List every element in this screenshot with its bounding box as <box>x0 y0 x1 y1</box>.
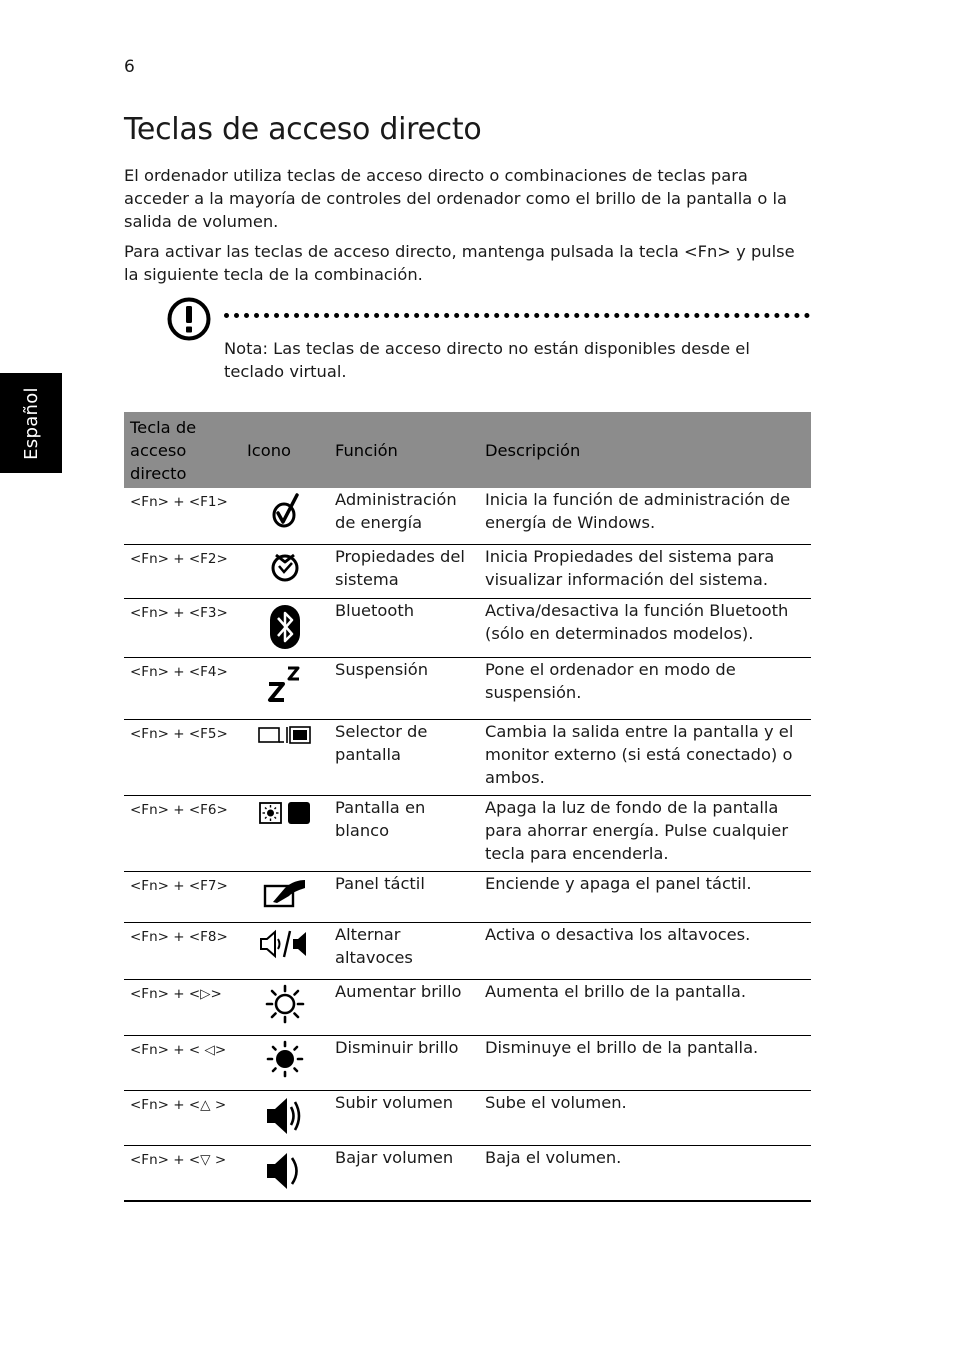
page-title: Teclas de acceso directo <box>124 112 482 147</box>
power-management-icon <box>268 492 302 530</box>
table-row <box>124 795 811 871</box>
table-row <box>124 1090 811 1145</box>
page-number: 6 <box>124 57 135 77</box>
header-hotkey: Tecla de acceso directo <box>124 412 241 488</box>
hotkey-cell: <Fn> + <▽ > <box>124 1145 241 1201</box>
table-row <box>124 657 811 719</box>
description-cell: Baja el volumen. <box>479 1145 811 1201</box>
table-row <box>124 1145 811 1201</box>
language-tab-label: Español <box>20 386 42 460</box>
speaker-toggle-icon <box>259 927 311 961</box>
note-text <box>224 337 804 383</box>
function-cell: Administración de energía <box>329 488 479 544</box>
table-row <box>124 871 811 922</box>
screen-blank-icon <box>258 800 312 826</box>
description-cell: Activa o desactiva los altavoces. <box>479 922 811 979</box>
hotkey-cell: <Fn> + <F2> <box>124 544 241 598</box>
volume-up-icon <box>265 1095 305 1137</box>
table-row <box>124 544 811 598</box>
hotkey-cell: <Fn> + <▷> <box>124 979 241 1035</box>
hotkey-cell: <Fn> + <△ > <box>124 1090 241 1145</box>
volume-down-icon <box>265 1150 305 1192</box>
function-cell: Bluetooth <box>329 598 479 657</box>
note-body: : Las teclas de acceso directo no están disponibles desde el teclado virtual. <box>224 339 750 381</box>
language-tab <box>0 373 62 473</box>
description-cell: Cambia la salida entre la pantalla y el monitor externo (si está conectado) o ambos. <box>479 719 811 795</box>
system-properties-icon <box>268 549 302 583</box>
hotkey-table <box>124 412 811 1202</box>
sleep-icon <box>267 662 303 706</box>
description-cell: Inicia la función de administración de energía de Windows. <box>479 488 811 544</box>
description-cell: Activa/desactiva la función Bluetooth (sólo en determinados modelos). <box>479 598 811 657</box>
description-cell: Pone el ordenador en modo de suspensión. <box>479 657 811 719</box>
hotkey-cell: <Fn> + < ◁> <box>124 1035 241 1090</box>
function-cell: Panel táctil <box>329 871 479 922</box>
table-row <box>124 598 811 657</box>
header-icon: Icono <box>241 412 329 488</box>
description-cell: Enciende y apaga el panel táctil. <box>479 871 811 922</box>
hotkey-cell: <Fn> + <F3> <box>124 598 241 657</box>
function-cell: Bajar volumen <box>329 1145 479 1201</box>
intro-paragraph: El ordenador utiliza teclas de acceso directo o combinaciones de teclas para acceder a la mayoría de controles del ordenador como el brillo de la pantalla o la salida de volumen. <box>124 166 788 231</box>
note-divider <box>224 313 810 318</box>
header-description: Descripción <box>479 412 811 488</box>
description-cell: Inicia Propiedades del sistema para visualizar información del sistema. <box>479 544 811 598</box>
table-row <box>124 979 811 1035</box>
table-row <box>124 719 811 795</box>
table-row <box>124 1035 811 1090</box>
activate-paragraph: Para activar las teclas de acceso directo, mantenga pulsada la tecla <Fn> y pulse la siguiente tecla de la combinación. <box>124 242 795 284</box>
hotkey-cell: <Fn> + <F1> <box>124 488 241 544</box>
brightness-up-icon <box>265 984 305 1024</box>
function-cell: Pantalla en blanco <box>329 795 479 871</box>
description-cell: Disminuye el brillo de la pantalla. <box>479 1035 811 1090</box>
function-cell: Selector de pantalla <box>329 719 479 795</box>
hotkey-cell: <Fn> + <F6> <box>124 795 241 871</box>
function-cell: Suspensión <box>329 657 479 719</box>
description-cell: Apaga la luz de fondo de la pantalla para ahorrar energía. Pulse cualquier tecla para encenderla. <box>479 795 811 871</box>
function-cell: Alternar altavoces <box>329 922 479 979</box>
brightness-down-icon <box>266 1040 304 1078</box>
function-cell: Disminuir brillo <box>329 1035 479 1090</box>
function-cell: Aumentar brillo <box>329 979 479 1035</box>
function-cell: Propiedades del sistema <box>329 544 479 598</box>
display-toggle-icon <box>258 724 312 746</box>
hotkey-cell: <Fn> + <F8> <box>124 922 241 979</box>
exclamation-icon <box>166 296 212 342</box>
table-row <box>124 488 811 544</box>
hotkey-cell: <Fn> + <F5> <box>124 719 241 795</box>
note-label: Nota <box>224 339 263 358</box>
table-row <box>124 922 811 979</box>
function-cell: Subir volumen <box>329 1090 479 1145</box>
bluetooth-icon <box>268 603 302 651</box>
description-cell: Aumenta el brillo de la pantalla. <box>479 979 811 1035</box>
description-cell: Sube el volumen. <box>479 1090 811 1145</box>
table-header-row <box>124 412 811 488</box>
touchpad-icon <box>263 876 307 908</box>
hotkey-cell: <Fn> + <F7> <box>124 871 241 922</box>
header-function: Función <box>329 412 479 488</box>
hotkey-cell: <Fn> + <F4> <box>124 657 241 719</box>
